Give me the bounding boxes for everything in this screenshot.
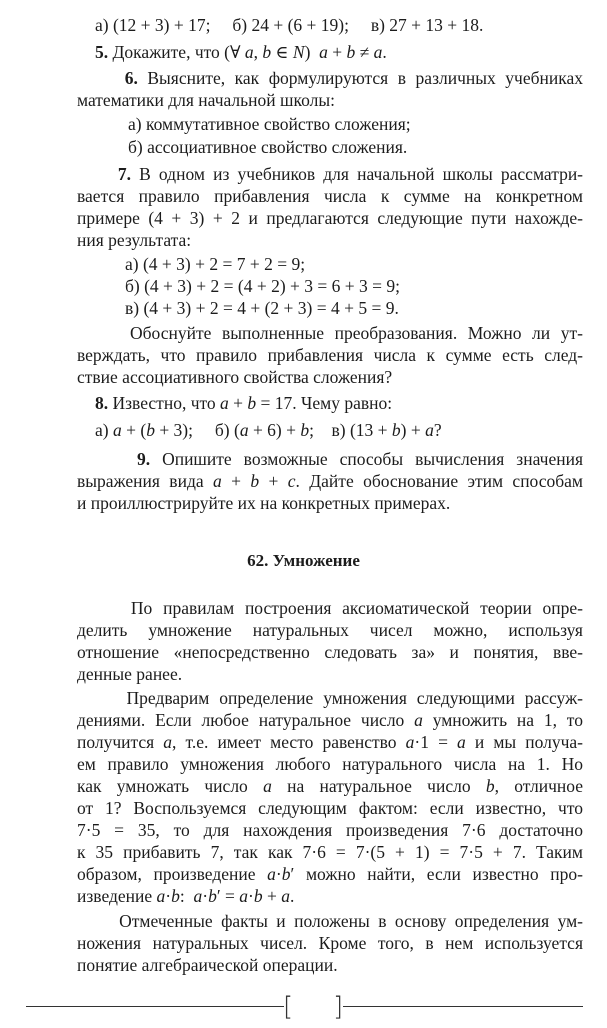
text-line: примере (4 + 3) + 2 и предлагаются следующие пути нахожде-	[77, 208, 583, 228]
text-line: ножения натуральных чисел. Кроме того, в нем используется	[77, 933, 583, 953]
text-line: понятие алгебраической операции.	[77, 955, 338, 975]
text-line: и проиллюстрируйте их на конкретных примерах.	[77, 493, 451, 513]
footer-bracket-right: ]	[333, 992, 344, 1022]
text-line: ствие ассоциативного свойства сложения?	[77, 367, 393, 387]
text-line: делить умножение натуральных чисел можно, используя	[77, 620, 583, 640]
text-line: дениями. Если любое натуральное число a умножить на 1, то	[77, 710, 583, 730]
text-line: 7. В одном из учебников для начальной школы рассматри-	[117, 164, 584, 184]
text-line: 5. Докажите, что (∀ a, b ∈ N) a + b ≠ a.	[95, 42, 387, 62]
text-line: математики для начальной школы:	[77, 90, 335, 110]
text-line: получится a, т.е. имеет место равенство a·1 = a и мы получа-	[77, 732, 583, 752]
text-line: Предварим определение умножения следующими рассуж-	[77, 688, 583, 708]
text-line: отношение «непосредственно следовать за» и понятия, вве-	[77, 642, 583, 662]
text-line: ния результата:	[77, 230, 192, 250]
text-line: как умножать число a на натуральное число b, отличное	[77, 776, 583, 796]
text-line: 8. Известно, что a + b = 17. Чему равно:	[95, 393, 393, 413]
text-line: а) (4 + 3) + 2 = 7 + 2 = 9;	[125, 254, 306, 274]
text-line: изведение a·b: a·b′ = a·b + a.	[77, 886, 295, 906]
text-line: Обоснуйте выполненные преобразования. Можно ли ут-	[77, 323, 583, 343]
text-line: 9. Опишите возможные способы вычисления значения	[136, 449, 584, 469]
text-line: а) (12 + 3) + 17; б) 24 + (6 + 19); в) 27 + 13 + 18.	[95, 15, 484, 35]
text-line: вается правило прибавления числа к сумме на конкретном	[77, 186, 583, 206]
text-line: выражения вида a + b + c. Дайте обоснование этим способам	[77, 471, 584, 491]
text-line: от 1? Воспользуемся следующим фактом: если известно, что	[77, 798, 583, 818]
text-line: 6. Выясните, как формулируются в различных учебниках	[124, 68, 583, 88]
text-line: По правилам построения аксиоматической теории опре-	[77, 598, 583, 618]
footer-rule-left	[26, 1006, 284, 1007]
section-heading: 62. Умножение	[247, 551, 360, 570]
text-line: 7·5 = 35, то для нахождения произведения 7·6 достаточно	[77, 820, 583, 840]
text-line: к 35 прибавить 7, так как 7·6 = 7·(5 + 1) = 7·5 + 7. Таким	[77, 842, 583, 862]
footer-bracket-left: [	[283, 992, 294, 1022]
text-line: а) коммутативное свойство сложения;	[128, 114, 411, 134]
text-line: в) (4 + 3) + 2 = 4 + (2 + 3) = 4 + 5 = 9.	[125, 298, 399, 318]
text-line: образом, произведение a·b′ можно найти, если известно про-	[77, 864, 584, 884]
text-line: Отмеченные факты и положены в основу определения ум-	[77, 911, 583, 931]
text-line: верждать, что правило прибавления числа к сумме есть след-	[77, 345, 583, 365]
text-line: б) ассоциативное свойство сложения.	[128, 137, 408, 157]
footer-rule-right	[343, 1006, 583, 1007]
text-line: б) (4 + 3) + 2 = (4 + 2) + 3 = 6 + 3 = 9;	[125, 276, 400, 296]
text-line: денные ранее.	[77, 664, 183, 684]
text-line: а) a + (b + 3); б) (a + 6) + b; в) (13 + b) + a?	[95, 420, 442, 440]
text-line: ем правило умножения любого натурального числа на 1. Но	[77, 754, 583, 774]
